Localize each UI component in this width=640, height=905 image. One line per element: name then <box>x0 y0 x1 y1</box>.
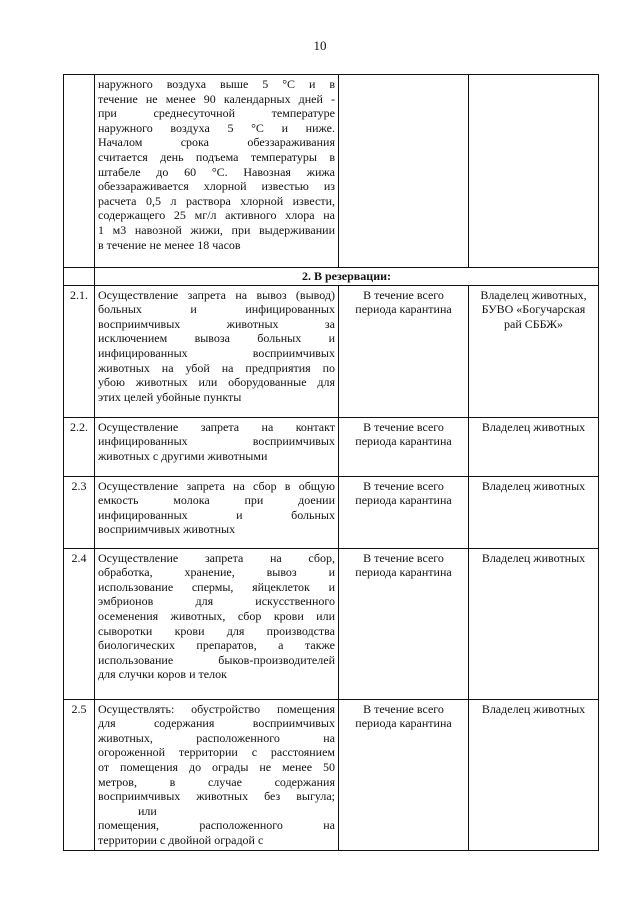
text-line: для случки коров и телок <box>98 667 227 682</box>
row-number: 2.2. <box>64 417 95 476</box>
text-line: для содержания восприимчивых <box>98 716 335 731</box>
text-line: сыворотки крови для производства <box>98 623 335 638</box>
text-line: помещения, расположенного на <box>98 818 335 833</box>
text-line: восприимчивых животных без выгула; <box>98 789 335 804</box>
text-line: животных на убой на предприятия по <box>98 360 335 375</box>
text-line: Осуществление запрета на вывоз (вывод) <box>98 287 335 302</box>
table-row <box>64 75 599 268</box>
text-line: инфицированных восприимчивых <box>98 434 335 449</box>
cell-term <box>339 75 469 268</box>
text-line: течение не менее 90 календарных дней - <box>98 91 335 106</box>
text-line: биологических препаратов, а также <box>98 638 335 653</box>
table-row <box>64 476 599 548</box>
text-line: наружного воздуха 5 °С и ниже. <box>98 120 335 135</box>
text-line: исключением вывоза больных и <box>98 331 335 346</box>
row-number: 2.3 <box>64 476 95 548</box>
table-row <box>64 285 599 417</box>
text-line: или <box>138 803 157 818</box>
text-line: территории с двойной оградой с <box>98 832 264 847</box>
table-row <box>64 417 599 476</box>
text-line: метров, в случае содержания <box>98 774 335 789</box>
cell-term: В течение всего периода карантина <box>339 699 469 850</box>
text-line: Осуществлять: обустройство помещения <box>98 701 335 716</box>
cell-term: В течение всего периода карантина <box>339 548 469 699</box>
cell-action <box>95 417 339 476</box>
cell-responsible: Владелец животных <box>469 476 599 548</box>
cell-action <box>95 548 339 699</box>
text-line: инфицированных и больных <box>98 507 335 522</box>
cell-responsible <box>469 75 599 268</box>
text-line: Началом срока обеззараживания <box>98 135 335 150</box>
text-line: больных и инфицированных <box>98 302 335 317</box>
text-line: наружного воздуха выше 5 °С и в <box>98 77 335 91</box>
text-line: обеззараживается хлорной известью из <box>98 179 335 194</box>
cell-responsible: Владелец животных <box>469 699 599 850</box>
text-line: эмбрионов для искусственного <box>98 594 335 609</box>
text-line: животных с другими животными <box>98 448 268 463</box>
text-line: Осуществление запрета на контакт <box>98 419 335 434</box>
text-line: использование быков-производителей <box>98 652 335 667</box>
text-line: в течение не менее 18 часов <box>98 237 241 252</box>
text-line: инфицированных восприимчивых <box>98 345 335 360</box>
section-title: 2. В резервации: <box>95 268 599 286</box>
cell-term: В течение всего периода карантина <box>339 285 469 417</box>
page-number: 10 <box>313 38 327 53</box>
text-line: обработка, хранение, вывоз и <box>98 565 335 580</box>
table-row <box>64 699 599 850</box>
cell-action <box>95 75 339 268</box>
row-number: 2.1. <box>64 285 95 417</box>
row-number: 2.4 <box>64 548 95 699</box>
text-line: при среднесуточной температуре <box>98 106 335 121</box>
cell-num <box>64 75 95 268</box>
text-line: восприимчивых животных <box>98 522 236 537</box>
text-line: восприимчивых животных за <box>98 316 335 331</box>
cell-action <box>95 285 339 417</box>
text-line: животных, расположенного на <box>98 730 335 745</box>
cell-action <box>95 476 339 548</box>
row-number: 2.5 <box>64 699 95 850</box>
text-line: от помещения до ограды не менее 50 <box>98 759 335 774</box>
text-line: штабеле до 60 °С. Навозная жижа <box>98 164 335 179</box>
section-row <box>64 268 599 286</box>
text-line: 1 м3 навозной жижи, при выдерживании <box>98 222 335 237</box>
text-line: расчета 0,5 л раствора хлорной извести, <box>98 193 335 208</box>
table-row <box>64 548 599 699</box>
cell-term: В течение всего периода карантина <box>339 417 469 476</box>
text-line: считается день подъема температуры в <box>98 149 335 164</box>
text-line: этих целей убойные пункты <box>98 389 242 404</box>
text-line: осеменения животных, сбор крови или <box>98 608 335 623</box>
text-line: Осуществление запрета на сбор, <box>98 550 335 565</box>
measures-table <box>63 74 599 851</box>
text-line: использование спермы, яйцеклеток и <box>98 579 335 594</box>
cell-responsible: Владелец животных, БУВО «Богучарская рай СББЖ» <box>469 285 599 417</box>
cell-responsible: Владелец животных <box>469 417 599 476</box>
text-line: огороженной территории с расстоянием <box>98 745 335 760</box>
cell-term: В течение всего периода карантина <box>339 476 469 548</box>
text-line: убою животных или оборудованные для <box>98 375 335 390</box>
text-line: Осуществление запрета на сбор в общую <box>98 478 335 493</box>
text-line: емкость молока при доении <box>98 493 335 508</box>
cell-num <box>64 268 95 286</box>
text-line: содержащего 25 мг/л активного хлора на <box>98 208 335 223</box>
cell-action <box>95 699 339 850</box>
cell-responsible: Владелец животных <box>469 548 599 699</box>
